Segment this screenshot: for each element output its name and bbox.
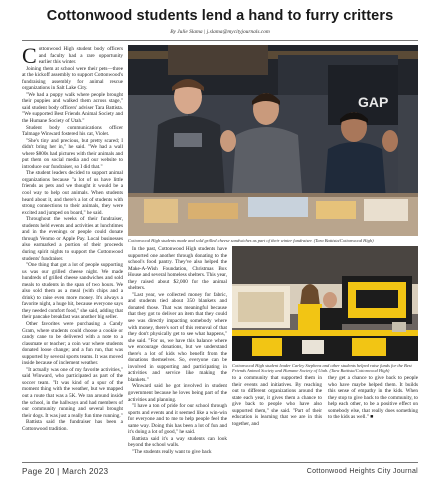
grilled-cheese-photo-image bbox=[128, 45, 418, 236]
paragraph: "The students really want to give back bbox=[132, 448, 212, 455]
paragraph: Other favorites were purchasing a Candy Gram, where students could choose a cookie or candy cane to be delivered with a note to a classmate or teacher; a coin war where students donated loose change; and a fun run, that was supported by several sports teams. It was moved inside because of inclement weather. bbox=[22, 320, 123, 367]
paragraph: "One thing that got a lot of people supporting us was our grilled cheese night. We made hundreds of grilled cheese sandwiches and sold meals to students in the span of two hours. We also sold them as a meal (with chips and a drink) to raise even more money. It's always a favorite night, a huge hit, because everyone says they needed comfort food," she said, adding that their pancake breakfast was another big seller. bbox=[22, 262, 123, 321]
paragraph: "It actually was one of my favorite activities," said Winward, who participated as part of the soccer team. "It was kind of a spur of the moment thing with the weather, but we mapped out a route that was a 5K. We ran around inside the school, in the hallways and had members of our community running and several brought their dogs. It was just a really fun time running." bbox=[22, 366, 123, 419]
article-column-1 bbox=[22, 46, 123, 456]
paragraph: In the past, Cottonwood High students have supported one another through donating to the school's food pantry. They've also helped the Make-A-Wish Foundation, Christmas Box House and several homeless shelters. This year, they raised about $2,000 for the animal shelters. bbox=[128, 246, 227, 292]
grilled-cheese-photo bbox=[128, 45, 418, 236]
article-column-2 bbox=[128, 246, 227, 456]
drop-cap: C bbox=[22, 46, 37, 68]
fundraiser-photo-image bbox=[232, 246, 418, 361]
paragraph: Battista said it's a way students can look beyond the school walls. bbox=[128, 435, 227, 449]
paragraph: "I have a ton of pride for our school through sports and events and it seemed like a win-win for everyone and to me to help people feel the same way. Doing this has been a lot of fun and it's doing a lot of good," he said. bbox=[128, 403, 227, 436]
article-headline: Cottonwood students lend a hand to furry critters bbox=[46, 8, 394, 24]
top-photo-caption: Cottonwood High students made and sold grilled cheese sandwiches as part of their winter fundraiser. (Tara Battista/Cottonwood High) bbox=[128, 238, 374, 243]
paragraph: The student leaders decided to support animal organizations because "a lot of us have little friends as pets and we thought it would be a cool way to help out animals. When students heard about it, and there's a lot of students with strong connections to their animals, they were excited and jumped on board," he said. bbox=[22, 170, 123, 216]
article-byline: By Julie Slama | j.slama@mycityjournals.com bbox=[170, 29, 270, 35]
footer-rule bbox=[22, 462, 418, 463]
paragraph: "She's tiny and precious, but pretty scared; I didn't bring her in," he said. "We had a wall where $800s had pictures with their animals and put them on social media and our website to introduce our fundraiser, so I did that." bbox=[22, 137, 123, 170]
paragraph: Winward said he got involved in student government because he loves being part of the activities and planning. bbox=[128, 383, 227, 403]
publication-name-footer: Cottonwood Heights City Journal bbox=[306, 468, 418, 475]
paragraph: "We had a puppy walk where people brought their puppies and walked them across stage," said student body officers' adviser Tara Battista. "We supported Best Friends Animal Society and the Humane Society of Utah." bbox=[22, 91, 123, 125]
page-number-footer: Page 20 | March 2023 bbox=[22, 467, 109, 476]
paragraph: to a community that supported them in their events and initiatives. By reaching out to different organizations around the state each year, it gives them a chance to give back to people who have also supported them," she said. "Part of their education is learning that we are in this together, and bbox=[232, 375, 322, 427]
paragraph: they get a chance to give back to people who have maybe helped them. It builds this sense of empathy in the kids. When they stop to give back to the community, to help each other, to be a positive effect on somebody else, that really does something to the kids as well." ■ bbox=[328, 375, 418, 421]
paragraph: Battista said the fundraiser has been a Cottonwood tradition. bbox=[22, 419, 123, 432]
paragraph: "Last year, we collected money for fabric, and students tied about 350 blankets and donated those. That was meaningful because that they got to deliver an item that they could see was directly impacting somebody where with money, there's sort of this removal of that they don't physically get to see what happens," she said. "For us, we have this balance where we encourage donations, but we understand there's a lot of kids who benefit from the donations themselves. So, everyone can be involved in supporting and participating in activities and service like making the blankets." bbox=[128, 291, 227, 383]
fundraiser-photo bbox=[232, 246, 418, 361]
paragraph: ottonwood High student body officers and faculty had a rare opportunity earlier this winter. bbox=[38, 46, 123, 66]
article-column-3 bbox=[232, 375, 322, 457]
end-mark: ■ bbox=[370, 414, 374, 421]
article-column-4 bbox=[328, 375, 418, 457]
gap-sign: GAP bbox=[358, 94, 389, 110]
paragraph: Student body communications officer Talmage Winward fostered his cat, Violet. bbox=[22, 124, 123, 138]
bottom-photo-caption: Cottonwood High student leader Carley Stephens and other students helped raise funds for the Best Friends Animal Society and Humane Society of Utah. (Tara Battista/Cottonwood High) bbox=[232, 363, 412, 374]
paragraph: Joining them at school were their pets—three at the kickoff assembly to support Cottonwood's fundraising assembly for animal rescue organizations in Salt Lake City. bbox=[22, 65, 123, 92]
header-rule bbox=[22, 40, 418, 41]
paragraph: Throughout the weeks of their fundraiser, students held events and activities at lunchtimes and in the evenings or people could donate through Venmo or Apple Pay. Local businesses also earmarked a portion of their proceeds during spirit nights to support the Cottonwood students' fundraiser. bbox=[22, 216, 123, 262]
